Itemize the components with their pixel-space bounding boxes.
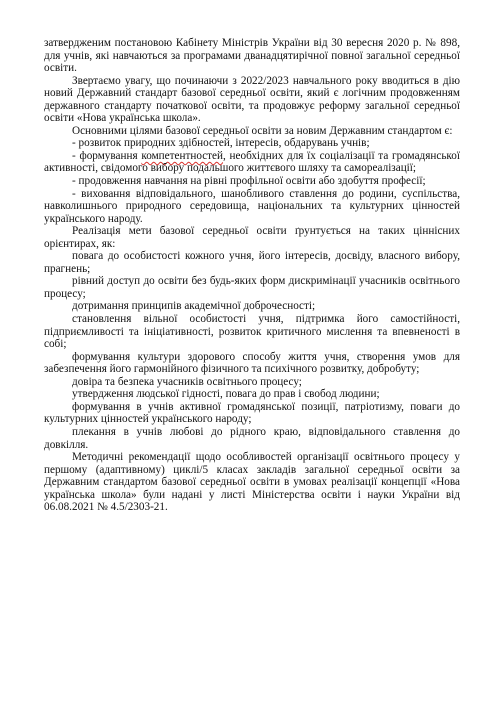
paragraph-goals-intro: Основними цілями базової середньої освіти за новим Державним стандартом є: (72, 124, 453, 137)
paragraph-values-intro: Реалізація мети базової середньої освіти ґрунтується на таких ціннісних орієнтирах, як: (44, 225, 460, 250)
goal-item-2-end: , необхідних для їх соціалізації та громадянської активності, свідомого вибору подальшого життєвого шляху та самореалізації; (44, 149, 460, 175)
value-item: формування культури здорового способу життя учня, створення умов для забезпечення його гармонійного фізичного та психічного розвитку, добробуту; (44, 350, 460, 376)
value-item: становлення вільної особистості учня, підтримка його самостійності, підприємливості та ініціативності, розвиток критичного мислення та впевненості в собі; (44, 313, 460, 351)
document-page (44, 37, 460, 514)
goal-item-4: - виховання відповідального, шанобливого ставлення до родини, суспільства, навколишнього природного середовища, національних та культурних цінностей українського народу. (44, 187, 460, 225)
value-item: плекання в учнів любові до рідного краю, відповідального ставлення до довкілля. (44, 425, 460, 451)
paragraph-intro: затвердженим постановою Кабінету Міністрів України від 30 вересня 2020 р. № 898, для учнів, які навчаються за програмами дванадцятирічної повної загальної середньої освіти. (44, 37, 460, 75)
spellcheck-marked-word: компетентностей (141, 149, 224, 162)
paragraph-methodical: Методичні рекомендації щодо особливостей організації освітнього процесу у першому (адаптивному) циклі/5 класах закладів загальної середньої освіти за Державним стандартом базової середньої освіти в умовах реалізації концепції «Нова українська школа» були надані у листі Міністерства освіти і науки України від 06.08.2021 № 4.5/2303-21. (44, 451, 460, 514)
paragraph-attention: Звертаємо увагу, що починаючи з 2022/2023 навчального року вводиться в дію новий Державний стандарт базової середньої освіти, який є логічним продовженням державного стандарту початкової освіти, та продовжує реформу загальної середньої освіти «Нова українська школа». (44, 74, 460, 125)
goal-item-2 (44, 150, 460, 175)
goal-item-2-start: - формування (72, 149, 142, 162)
value-item: утвердження людської гідності, повага до прав і свобод людини; (72, 388, 380, 401)
goal-item-3: - продовження навчання на рівні профільної освіти або здобуття професії; (72, 175, 426, 188)
goal-item-1: - розвиток природних здібностей, інтересів, обдарувань учнів; (72, 137, 370, 150)
value-item: формування в учнів активної громадянської позиції, патріотизму, поваги до культурних цінностей українського народу; (44, 400, 460, 426)
value-item: рівний доступ до освіти без будь-яких форм дискримінації учасників освітнього процесу; (44, 275, 460, 300)
value-item: повага до особистості кожного учня, його інтересів, досвіду, власного вибору, прагнень; (44, 250, 460, 275)
value-item: дотримання принципів академічної доброчесності; (72, 300, 316, 313)
value-item: довіра та безпека учасників освітнього процесу; (72, 375, 302, 388)
